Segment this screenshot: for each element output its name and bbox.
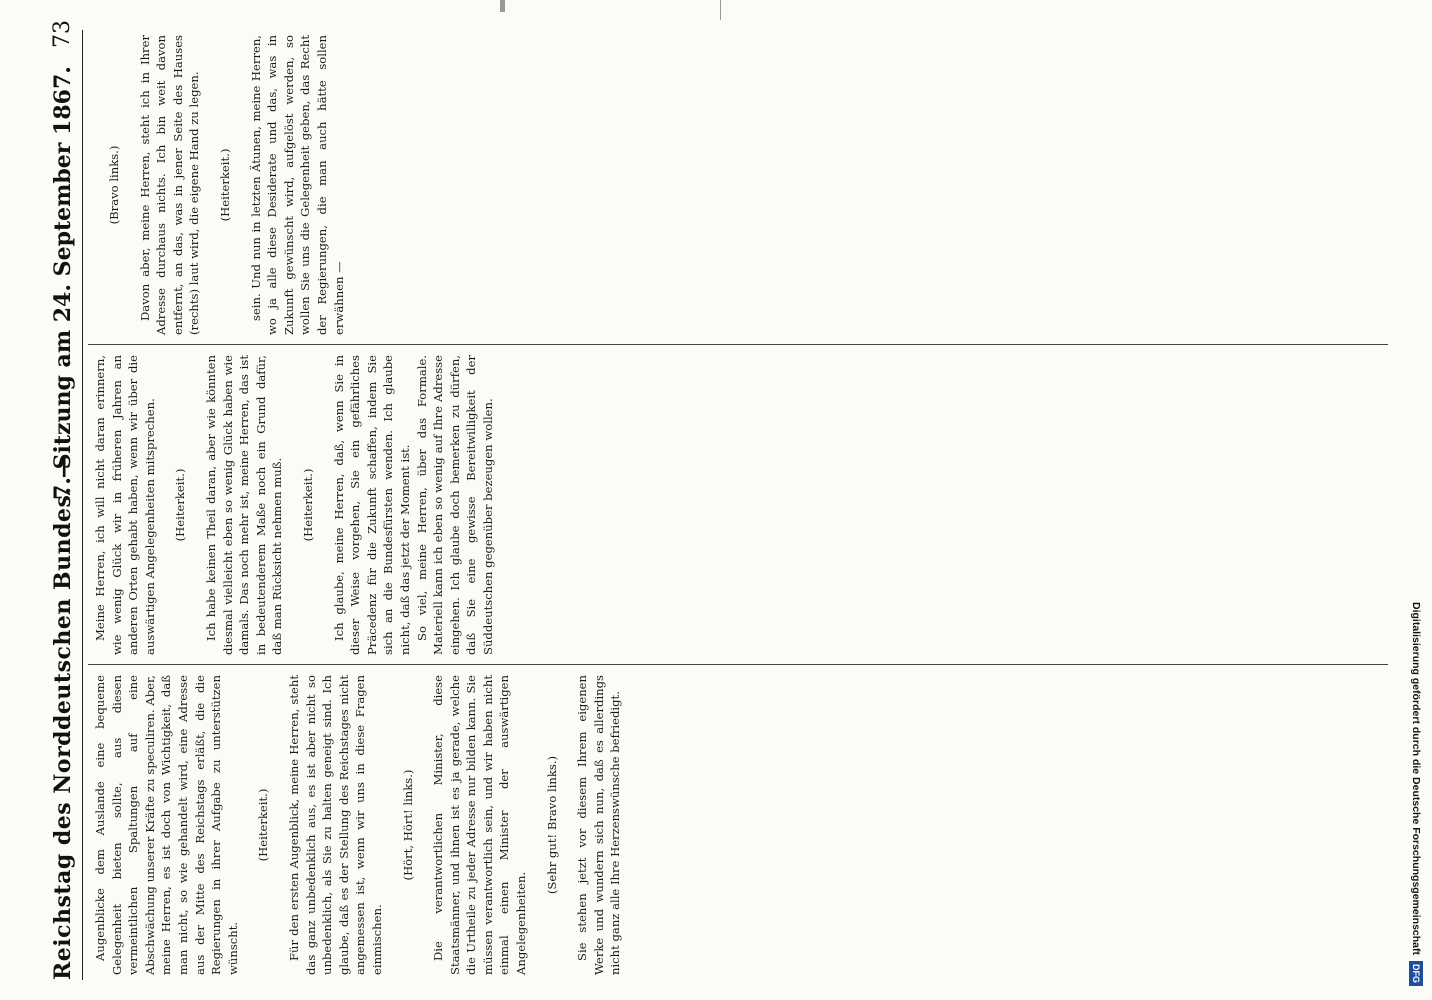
paragraph: Sie stehen jetzt vor diesem Ihrem eigenen Werke und wundern sich nun, daß es allerdings nicht ganz alle Ihre Herzenswünsche befriedigt. bbox=[575, 675, 623, 975]
session-title: 7. Sitzung am 24. September 1867. bbox=[50, 66, 76, 500]
paragraph: sein. Und nun in letzten Ätunen, meine Herren, wo ja alle diese Desiderate und das, was in Zukunft gewünscht wird, aufgelöst werden, so wollen Sie uns die Gelegenheit geben, das Recht der Regierungen, die man auch hätte sollen erwähnen — bbox=[248, 35, 346, 335]
dfg-logo: DFG bbox=[1409, 961, 1423, 986]
interjection: (Sehr gut! Bravo links.) bbox=[544, 755, 559, 895]
interjection: (Heiterkeit.) bbox=[217, 148, 232, 222]
column-divider bbox=[88, 344, 1388, 345]
text-column-2 bbox=[92, 355, 496, 655]
interjection: (Heiterkeit.) bbox=[300, 468, 315, 542]
interjection: (Hört, Hört! links.) bbox=[400, 769, 415, 881]
interjection: (Bravo links.) bbox=[107, 145, 121, 225]
page-number: 73 bbox=[50, 20, 75, 48]
funding-note bbox=[1404, 0, 1428, 1000]
funding-text: Digitalisierung gefördert durch die Deutsche Forschungsgemeinschaft bbox=[1410, 602, 1422, 955]
interjection: (Heiterkeit.) bbox=[173, 468, 188, 542]
interjection: (Heiterkeit.) bbox=[256, 788, 271, 862]
paragraph: Ich glaube, meine Herren, daß, wenn Sie in dieser Weise vorgehen, Sie ein gefährliches Präcedenz für die Zukunft schaffen, indem Sie sich an die Bundesfürsten wenden. Ich glaube nicht, daß das jetzt der Moment ist. bbox=[331, 355, 412, 655]
paragraph: Davon aber, meine Herren, steht ich in Ihrer Adresse durchaus nichts. Ich bin weit davon entfernt, an das, was in jener Seite des Hauses (rechts) laut wird, die eigene Hand zu legen. bbox=[137, 35, 202, 335]
text-column-3 bbox=[92, 35, 347, 335]
paragraph: So viel, meine Herren, über das Formale. Materiell kann ich eben so wenig auf Ihre Adresse eingehen. Ich glaube doch bemerken zu dürfen, daß Sie eine gewisse Bereitwilligkeit der Süddeutschen gegenüber bezeugen wollen. bbox=[414, 355, 495, 655]
paragraph: Augenblicke dem Auslande eine bequeme Gelegenheit bieten sollte, aus diesen vermeintlichen Spaltungen auf eine Abschwächung unserer Kräfte zu speculiren. Aber, meine Herren, es ist doch von Wichtigkeit, daß man nicht, so wie gehandelt wird, eine Adresse aus der Mitte des Reichstags erläßt, die die Regierungen in ihrer Aufgabe zu unterstützen wünscht. bbox=[93, 675, 240, 975]
text-column-1 bbox=[92, 675, 624, 975]
paragraph: Meine Herren, ich will nicht daran erinnern, wie wenig Glück wir in früheren Jahren an anderen Orten gehabt haben, wenn wir über die auswärtigen Angelegenheiten mitsprechen. bbox=[93, 355, 157, 655]
scan-artifact bbox=[720, 0, 721, 20]
paragraph: Die verantwortlichen Minister, diese Staatsmänner, und ihnen ist es ja gerade, welche die Urtheile zu jeder Adresse nur bilden kann. Sie müssen verantwortlich sein, und wir haben nicht einmal einen Minister der auswärtigen Angelegenheiten. bbox=[431, 675, 529, 975]
column-divider bbox=[88, 664, 1388, 665]
scan-artifact bbox=[500, 0, 505, 12]
header-rule bbox=[82, 30, 83, 980]
running-head: Reichstag des Norddeutschen Bundes. — bbox=[50, 455, 76, 980]
paragraph: Für den ersten Augenblick, meine Herren, steht das ganz unbedenklich aus, es ist aber nicht so unbedenklich, als Sie zu halten geneigt sind. Ich glaube, daß es der Stellung des Reichstages nicht angemessen ist, wenn wir uns in diese Fragen einmischen. bbox=[286, 675, 384, 975]
paragraph: Ich habe keinen Theil daran, aber wie könnten diesmal vielleicht eben so wenig Glück haben wie damals. Das noch mehr ist, meine Herren, das ist in bedeutenderem Maße noch ein Grund dafür, daß man Rücksicht nehmen muß. bbox=[203, 355, 285, 655]
